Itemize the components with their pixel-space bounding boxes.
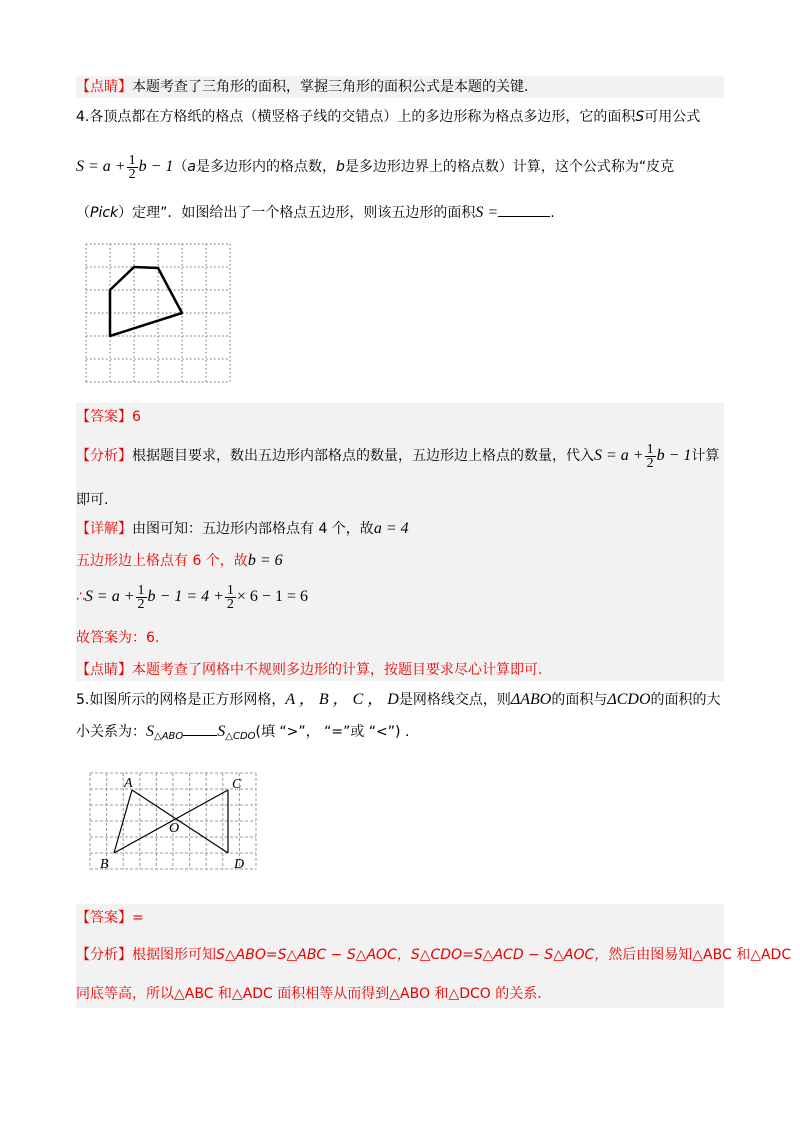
bowtie-grid-figure (88, 770, 264, 876)
pick-formula-left: S = a + (76, 158, 126, 175)
xiangjie-text: 由图可知：五边形内部格点有 4 个，故 (132, 521, 374, 537)
q4-dianjing (76, 659, 542, 681)
calc-mid2: × 6 − 1 = 6 (236, 588, 308, 605)
line-b-text: 五边形边上格点有 6 个，故 (76, 553, 248, 569)
q5-fenxi (76, 944, 791, 966)
q5-answer (76, 907, 144, 929)
area-var: S = (475, 204, 499, 221)
xiangjie-tag: 【详解】 (76, 521, 132, 537)
dianjing-text: 本题考查了三角形的面积，掌握三角形的面积公式是本题的关键. (132, 79, 529, 95)
q4-text-end: 可用公式 (644, 109, 701, 125)
q4-final (76, 627, 159, 649)
answer-tag-2: 【答案】 (76, 910, 132, 926)
eq-b: b = 6 (247, 552, 283, 569)
dianjing-tag: 【点睛】 (76, 79, 132, 95)
desc-a: 是多边形内的格点数， (195, 159, 336, 175)
q4-line-b (76, 550, 283, 572)
q4-line1 (76, 106, 700, 128)
calc-fraction-2: $\frac{1}{2}$ (226, 582, 234, 612)
triangle-cdo: ΔCDO (607, 691, 651, 708)
label-a: A (124, 776, 133, 791)
answer-tag: 【答案】 (76, 409, 132, 425)
sub-abo: △ABO (154, 731, 184, 742)
q5-line1 (76, 689, 721, 711)
eq-s-abo: S△ABO=S△ABC − S△AOC， (216, 947, 411, 963)
q5-line2-start: 小关系为： (76, 724, 146, 740)
q5-mid: 是网格线交点，则 (398, 692, 511, 708)
q5-end: 的面积的大 (650, 692, 721, 708)
comparison-blank (183, 723, 217, 736)
label-d: D (234, 857, 245, 872)
fenxi-tag: 【分析】 (76, 448, 132, 464)
label-o: O (169, 821, 180, 836)
final-answer: 故答案为：6. (76, 630, 160, 646)
q4-text: 4.各顶点都在方格纸的格点（横竖格子线的交错点）上的多边形称为格点多边形，它的面积 (76, 109, 636, 125)
s-cdo: S (217, 723, 226, 740)
answer-value: 6 (132, 409, 141, 425)
pick-formula-right: b − 1 (138, 158, 174, 175)
fenxi-text-2: 根据图形可知 (132, 947, 216, 963)
fenxi-formula-left: S = a + (594, 447, 644, 464)
q4-line3 (76, 202, 555, 224)
q5-mid2: 的面积与 (551, 692, 608, 708)
eq-a: a = 4 (373, 520, 409, 537)
pick-word: Pick (90, 205, 119, 221)
q5-fenxi-line2 (76, 983, 542, 1005)
q4-xiangjie (76, 518, 409, 540)
q5-line2-end: (填 “>”， “=”或 “<”) . (255, 724, 410, 740)
q4-fenxi-line2 (76, 489, 108, 511)
answer-blank (498, 202, 550, 217)
eq-s-cdo: S△CDO=S△ACD − S△AOC， (410, 947, 609, 963)
q5-vars: A ， B ， C ， D (285, 691, 399, 708)
fenxi-line2-2: 同底等高，所以△ABC 和△ADC 面积相等从而得到△ABO 和△DCO 的关系. (76, 986, 542, 1002)
fenxi-end: 计算 (691, 448, 720, 464)
paren-open: （ (173, 159, 188, 175)
calc-fraction-1: $\frac{1}{2}$ (137, 582, 145, 612)
pentagon-grid-figure (84, 240, 234, 390)
fraction-half: $\frac{1}{2}$ (128, 152, 136, 182)
calc-left: S = a + (84, 588, 135, 605)
dianjing-tag-2: 【点睛】 (76, 662, 132, 678)
therefore-symbol: ∴ (76, 589, 85, 605)
sub-cdo: △CDO (225, 731, 256, 742)
fenxi-tail: 然后由图易知△ABC 和△ADC (608, 947, 792, 963)
desc-b: 是多边形边界上的格点数）计算，这个公式称为“皮克 (344, 159, 675, 175)
calc-mid1: b − 1 = 4 + (147, 588, 224, 605)
pentagon (110, 267, 182, 336)
q4-var-s: S (635, 109, 645, 125)
q4-line2 (76, 152, 674, 182)
var-b: b (335, 159, 345, 175)
dianjing-text-2: 本题考查了网格中不规则多边形的计算，按题目要求尽心计算即可. (132, 662, 543, 678)
label-b: B (100, 857, 109, 872)
label-c: C (232, 777, 242, 792)
fenxi-text: 根据题目要求，数出五边形内部格点的数量，五边形边上格点的数量，代入 (132, 448, 594, 464)
triangle-abo: ΔABO (510, 691, 552, 708)
q5-text: 5.如图所示的网格是正方形网格， (76, 692, 286, 708)
fenxi-formula-right: b − 1 (656, 447, 692, 464)
q5-line2 (76, 721, 409, 748)
q4-calc (76, 582, 308, 612)
answer-value-2: = (132, 910, 144, 926)
q4-fenxi (76, 441, 719, 471)
dotted-grid (86, 244, 230, 382)
paren-open-2: （ (76, 205, 90, 221)
var-a: a (187, 159, 196, 175)
q3-dianjing (76, 76, 528, 98)
fenxi-tag-2: 【分析】 (76, 947, 132, 963)
s-abo: S (146, 723, 154, 740)
q4-line3-text: ）定理”．如图给出了一个格点五边形，则该五边形的面积 (118, 205, 476, 221)
q4-answer (76, 406, 141, 428)
fenxi-fraction: $\frac{1}{2}$ (646, 441, 654, 471)
period: . (550, 205, 555, 221)
fenxi-line2: 即可. (76, 492, 109, 508)
